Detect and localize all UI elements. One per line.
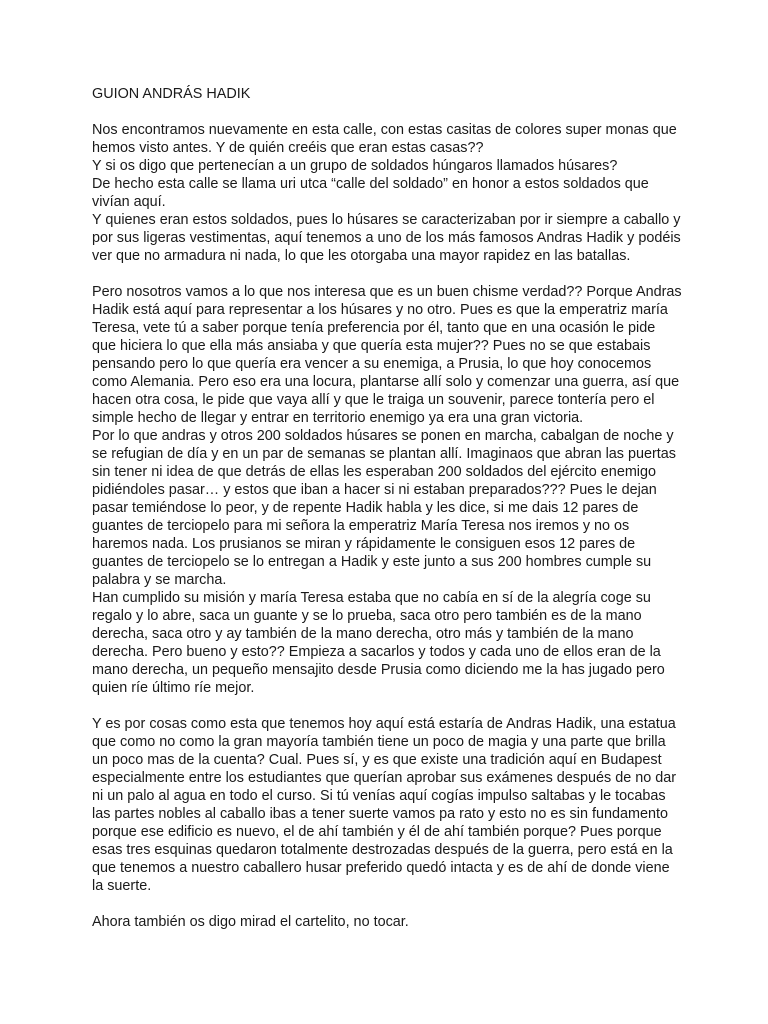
document-title: GUION ANDRÁS HADIK — [92, 86, 251, 102]
text-line: Y quienes eran estos soldados, pues lo húsares se caracterizaban por ir siempre a caballo y — [92, 212, 681, 228]
text-line: vivían aquí. — [92, 194, 166, 210]
paragraph-block-4 — [92, 913, 692, 931]
text-line: simple hecho de llegar y entrar en territorio enemigo ya era una gran victoria. — [92, 410, 584, 426]
text-line: por sus ligeras vestimentas, aquí tenemos a uno de los más famosos Andras Hadik y podéis — [92, 230, 681, 246]
text-line: pidiéndoles pasar… y estos que iban a hacer si ni estaban preparados??? Pues le dejan — [92, 482, 657, 498]
text-line: ver que no armadura ni nada, lo que les otorgaba una mayor rapidez en las batallas. — [92, 248, 631, 264]
paragraph-gap — [92, 895, 692, 913]
paragraph-block-1 — [92, 121, 692, 265]
text-line: derecha. Pero bueno y esto?? Empieza a sacarlos y todos y cada uno de ellos eran de la — [92, 644, 661, 660]
paragraph-block-2 — [92, 283, 692, 697]
text-line: pasar temiéndose lo peor, y de repente Hadik habla y les dice, si me dais 12 pares de — [92, 500, 639, 516]
text-line: quien ríe último ríe mejor. — [92, 680, 255, 696]
text-line: sin tener ni idea de que detrás de ellas les esperaban 200 soldados del ejército enemigo — [92, 464, 657, 480]
text-line: que tenemos a nuestro caballero husar preferido quedó intacta y es de ahí de donde viene — [92, 860, 670, 876]
text-line: que hiciera lo que ella más ansiaba y que quería esta mujer?? Pues no se que estabais — [92, 338, 651, 354]
paragraph-gap — [92, 265, 692, 283]
paragraph-gap — [92, 697, 692, 715]
text-line: como Alemania. Pero eso era una locura, plantarse allí solo y comenzar una guerra, así que — [92, 374, 680, 390]
text-line: se refugian de día y en un par de semanas se plantan allí. Imaginaos que abran las puertas — [92, 446, 677, 462]
text-line: pensando pero lo que quería era vencer a su enemiga, a Prusia, lo que hoy conocemos — [92, 356, 652, 372]
text-line: Pero nosotros vamos a lo que nos interesa que es un buen chisme verdad?? Porque Andras — [92, 284, 682, 300]
paragraph-block-3 — [92, 715, 692, 895]
text-line: porque ese edificio es nuevo, el de ahí también y él de ahí también porque? Pues porque — [92, 824, 662, 840]
text-line: palabra y se marcha. — [92, 572, 227, 588]
text-line: ni un palo al agua en todo el curso. Si tú venías aquí cogías impulso saltabas y le tocabas — [92, 788, 666, 804]
text-line: Hadik está aquí para representar a los húsares y no otro. Pues es que la emperatriz maría — [92, 302, 668, 318]
document-body — [92, 85, 692, 931]
text-line: haremos nada. Los prusianos se miran y rápidamente le consiguen esos 12 pares de — [92, 536, 636, 552]
text-line: regalo y lo abre, saca un guante y se lo prueba, saca otro pero también es de la mano — [92, 608, 642, 624]
text-line: guantes de terciopelo para mi señora la emperatriz María Teresa nos iremos y no os — [92, 518, 630, 534]
text-line: Teresa, vete tú a saber porque tenía preferencia por él, tanto que en una ocasión le pide — [92, 320, 656, 336]
text-line: que como no como la gran mayoría también tiene un poco de magia y una parte que brilla — [92, 734, 666, 750]
paragraph-gap — [92, 103, 692, 121]
text-line: Y es por cosas como esta que tenemos hoy aquí está estaría de Andras Hadik, una estatua — [92, 716, 676, 732]
text-line: la suerte. — [92, 878, 152, 894]
text-line: mano derecha, un pequeño mensajito desde Prusia como diciendo me la has jugado pero — [92, 662, 665, 678]
text-line: guantes de terciopelo se lo entregan a Hadik y este junto a sus 200 hombres cumple su — [92, 554, 652, 570]
text-line: un poco mas de la cuenta? Cual. Pues sí, y es que existe una tradición aquí en Budapest — [92, 752, 662, 768]
text-line: Por lo que andras y otros 200 soldados húsares se ponen en marcha, cabalgan de noche y — [92, 428, 674, 444]
text-line: hemos visto antes. Y de quién creéis que eran estas casas?? — [92, 140, 484, 156]
text-line: hacen otra cosa, le pide que vaya allí y que le traiga un souvenir, parece tontería pero el — [92, 392, 655, 408]
text-line: Han cumplido su misión y maría Teresa estaba que no cabía en sí de la alegría coge su — [92, 590, 651, 606]
text-line: derecha, saca otro y ay también de la mano derecha, otro más y también de la mano — [92, 626, 634, 642]
text-line: Ahora también os digo mirad el cartelito, no tocar. — [92, 914, 409, 930]
text-line: De hecho esta calle se llama uri utca “calle del soldado” en honor a estos soldados que — [92, 176, 649, 192]
text-line: Y si os digo que pertenecían a un grupo de soldados húngaros llamados húsares? — [92, 158, 618, 174]
text-line: esas tres esquinas quedaron totalmente destrozadas después de la guerra, pero está en la — [92, 842, 673, 858]
text-line: Nos encontramos nuevamente en esta calle, con estas casitas de colores super monas que — [92, 122, 677, 138]
text-line: las partes nobles al caballo ibas a tener suerte vamos pa rato y esto no es sin fundamento — [92, 806, 668, 822]
text-line: especialmente entre los estudiantes que querían aprobar sus exámenes después de no dar — [92, 770, 677, 786]
